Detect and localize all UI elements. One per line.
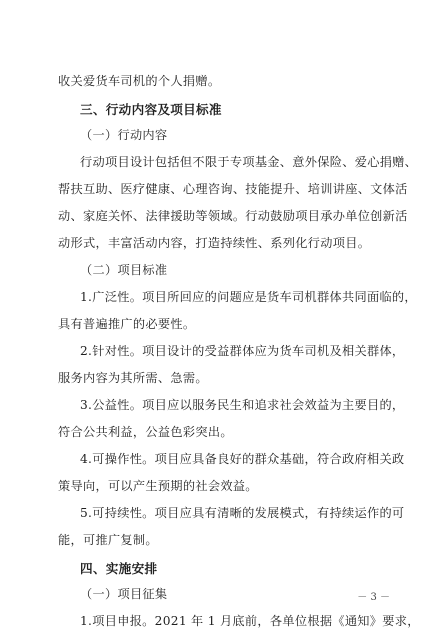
- body-text-line: 动、家庭关怀、法律援助等领域。行动鼓励项目承办单位创新活: [58, 209, 408, 223]
- body-text-line: 2.针对性。项目设计的受益群体应为货车司机及相关群体，: [80, 344, 405, 358]
- section-heading: 三、行动内容及项目标准: [80, 102, 222, 117]
- page-number: － 3 －: [357, 592, 390, 603]
- body-text-line: 能，可推广复制。: [58, 533, 158, 547]
- subsection-heading: （一）项目征集: [80, 587, 168, 601]
- body-text-line: 具有普遍推广的必要性。: [58, 317, 196, 331]
- body-text-line: 1.项目申报。2021 年 1 月底前，各单位根据《通知》要求，: [80, 614, 420, 628]
- body-text-line: 4.可操作性。项目应具备良好的群众基础，符合政府相关政: [80, 452, 405, 466]
- body-text-line: 服务内容为其所需、急需。: [58, 371, 208, 385]
- body-text-line: 行动项目设计包括但不限于专项基金、意外保险、爱心捐赠、: [80, 155, 418, 169]
- body-text-line: 符合公共利益，公益色彩突出。: [58, 425, 233, 439]
- body-text-line: 1.广泛性。项目所回应的问题应是货车司机群体共同面临的，: [80, 290, 417, 304]
- body-text-line: 5.可持续性。项目应具有清晰的发展模式，有持续运作的可: [80, 506, 405, 520]
- section-heading: 四、实施安排: [80, 561, 158, 576]
- body-text-line: 3.公益性。项目应以服务民生和追求社会效益为主要目的，: [80, 398, 405, 412]
- body-text-line: 策导向，可以产生预期的社会效益。: [58, 479, 258, 493]
- body-text-line: 收关爱货车司机的个人捐赠。: [58, 74, 221, 88]
- subsection-heading: （一）行动内容: [80, 128, 168, 142]
- subsection-heading: （二）项目标准: [80, 263, 168, 277]
- body-text-line: 帮扶互助、医疗健康、心理咨询、技能提升、培训讲座、文体活: [58, 182, 408, 196]
- body-text-line: 动形式，丰富活动内容，打造持续性、系列化行动项目。: [58, 236, 371, 250]
